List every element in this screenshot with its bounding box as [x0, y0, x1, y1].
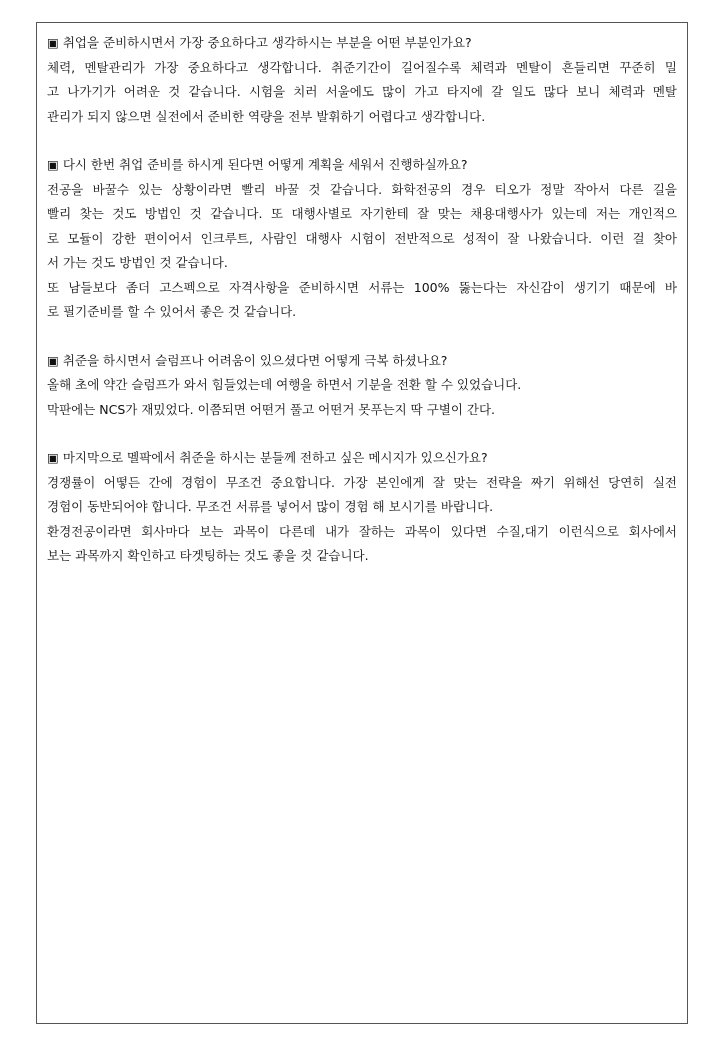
answer-line: 로 모듈이 강한 편이어서 인크루트, 사람인 대행사 시험이 전반적으로 성적이 잘 나왔습니다. 이런 걸 찾아 — [47, 230, 677, 246]
question-4 — [47, 446, 677, 471]
answer-line: 올해 초에 약간 슬럼프가 와서 힘들었는데 여행을 하면서 기분을 전환 할 수 있었습니다. — [47, 377, 522, 392]
answer-line: 전공을 바꿀수 있는 상황이라면 빨리 바꿀 것 같습니다. 화학전공의 경우 티오가 정말 작아서 다른 길을 — [47, 181, 677, 197]
square-bullet-icon: ▣ — [47, 35, 59, 50]
square-bullet-icon: ▣ — [47, 157, 59, 172]
answer-line: 고 나가기가 어려운 것 같습니다. 시험을 치러 서울에도 많이 가고 타지에 갈 일도 많다 보니 체력과 멘탈 — [47, 84, 677, 99]
answer-line: 경쟁률이 어떻든 간에 경험이 무조건 중요합니다. 가장 본인에게 잘 맞는 전략을 짜기 위해선 당연히 실전 — [47, 474, 677, 490]
answer-line: 로 필기준비를 할 수 있어서 좋은 것 같습니다. — [47, 304, 297, 319]
square-bullet-icon: ▣ — [47, 352, 59, 368]
answer-line: 막판에는 NCS가 재밌었다. 이쯤되면 어떤거 풀고 어떤거 못푸는지 딱 구별이 간다. — [47, 401, 496, 417]
question-2 — [47, 153, 677, 178]
question-3 — [47, 349, 677, 374]
question-text: 다시 한번 취업 준비를 하시게 된다면 어떻게 계획을 세워서 진행하실까요? — [62, 157, 468, 172]
answer-line: 환경전공이라면 회사마다 보는 과목이 다른데 내가 잘하는 과목이 있다면 수질,대기 이런식으로 회사에서 — [47, 523, 677, 539]
question-text: 취업을 준비하시면서 가장 중요하다고 생각하시는 부분을 어떤 부분인가요? — [62, 35, 472, 50]
question-1 — [47, 31, 677, 56]
answer-line: 또 남들보다 좀더 고스펙으로 자격사항을 준비하시면 서류는 100% 뚫는다는 자신감이 생기기 때문에 바 — [47, 279, 677, 295]
document-page — [36, 22, 688, 1024]
question-text: 취준을 하시면서 슬럼프나 어려움이 있으셨다면 어떻게 극복 하셨나요? — [62, 352, 448, 368]
answer-line: 서 가는 것도 방법인 것 같습니다. — [47, 255, 228, 270]
answer-line: 빨리 찾는 것도 방법인 것 같습니다. 또 대행사별로 자기한테 잘 맞는 채용대행사가 있는데 저는 개인적으 — [47, 206, 677, 221]
qa-section-3 — [47, 349, 677, 423]
question-text: 마지막으로 멜팍에서 취준을 하시는 분들께 전하고 싶은 메시지가 있으신가요? — [62, 450, 488, 465]
answer-line: 보는 과목까지 확인하고 타겟팅하는 것도 좋을 것 같습니다. — [47, 548, 369, 563]
qa-section-4 — [47, 446, 677, 569]
square-bullet-icon: ▣ — [47, 450, 59, 465]
qa-section-1 — [47, 31, 677, 129]
qa-section-2 — [47, 153, 677, 325]
answer-line: 경험이 동반되어야 합니다. 무조건 서류를 넣어서 많이 경험 해 보시기를 바랍니다. — [47, 499, 494, 514]
answer-line: 체력, 멘탈관리가 가장 중요하다고 생각합니다. 취준기간이 길어질수록 체력과 멘탈이 흔들리면 꾸준히 밀 — [47, 59, 677, 75]
answer-line: 관리가 되지 않으면 실전에서 준비한 역량을 전부 발휘하기 어렵다고 생각합니다. — [47, 108, 486, 124]
